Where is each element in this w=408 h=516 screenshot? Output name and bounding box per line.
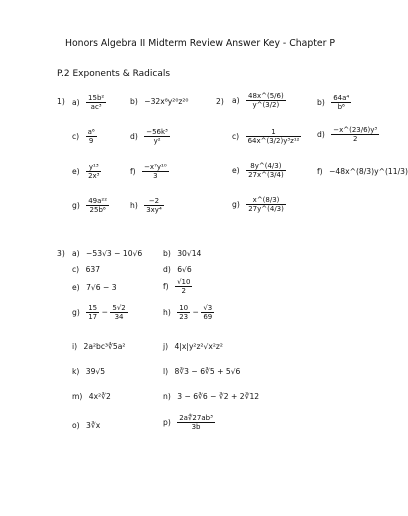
answer-3b — [163, 250, 201, 258]
operator: − — [192, 307, 199, 317]
answer-3a — [72, 250, 142, 258]
answer-label: a) — [232, 95, 240, 105]
denominator: 27y^(4/3) — [248, 205, 284, 213]
fraction — [246, 92, 286, 109]
answer-expression: 39√5 — [85, 367, 106, 376]
numerator: 64a⁴ — [333, 94, 350, 102]
numerator: −x⁷y¹⁰ — [144, 163, 167, 171]
answer-expression: 3 − 6∛6 − ∛2 + 2∛12 — [177, 392, 260, 401]
section-heading: P.2 Exponents & Radicals — [57, 69, 171, 79]
answer-label: b) — [163, 249, 171, 258]
numerator: 15b² — [88, 94, 105, 102]
numerator: √3 — [203, 304, 213, 312]
answer-3o — [72, 422, 100, 430]
answer-2a — [232, 92, 286, 109]
answer-1f — [130, 163, 169, 180]
answer-3d — [163, 266, 192, 274]
operator: − — [101, 307, 108, 317]
answer-3i — [72, 343, 125, 351]
numerator: 5√2 — [112, 304, 126, 312]
numerator: y¹³ — [86, 163, 101, 172]
denominator: 3b — [191, 423, 201, 431]
answer-label: o) — [72, 421, 80, 430]
denominator: 34 — [114, 313, 124, 321]
answer-2b — [317, 94, 351, 111]
answer-3h — [163, 304, 214, 321]
answer-label: g) — [232, 199, 240, 209]
answer-label: l) — [163, 367, 169, 376]
answer-expression: 8∛3 − 6∛5 + 5√6 — [174, 367, 241, 376]
answer-expression: 30√14 — [177, 249, 202, 258]
fraction — [86, 197, 109, 214]
answer-label: i) — [72, 342, 78, 351]
answer-expression: 3∛x — [86, 421, 101, 430]
answer-label: d) — [317, 129, 325, 139]
answer-label: b) — [130, 97, 138, 106]
answer-label: g) — [72, 307, 80, 317]
denominator: y² — [153, 137, 161, 145]
answer-label: f) — [130, 166, 136, 176]
fraction — [110, 304, 127, 321]
problem-3-number: 3) — [57, 249, 65, 258]
answer-1h — [130, 197, 164, 214]
answer-1g — [72, 197, 109, 214]
answer-3l — [163, 368, 240, 376]
answer-1a — [72, 94, 106, 111]
answer-label: n) — [163, 392, 171, 401]
answer-expression: −32x⁸y²⁰z²⁰ — [144, 97, 189, 106]
denominator: 25b⁶ — [89, 206, 106, 214]
answer-3p — [163, 414, 215, 431]
answer-2f — [317, 168, 408, 176]
answer-3k — [72, 368, 105, 376]
answer-1b — [130, 98, 188, 106]
answer-expression: 637 — [85, 265, 101, 274]
answer-label: e) — [72, 283, 80, 292]
denominator: 2x³ — [88, 172, 100, 180]
fraction — [86, 163, 101, 180]
fraction — [142, 163, 169, 180]
denominator: 3 — [153, 172, 158, 180]
numerator: −56k³ — [146, 128, 168, 136]
denominator: ac³ — [90, 103, 102, 111]
numerator: a⁶ — [87, 128, 95, 136]
answer-2d — [317, 126, 379, 143]
numerator: √10 — [177, 278, 191, 286]
denominator: 23 — [179, 313, 189, 321]
answer-label: f) — [163, 281, 169, 291]
fraction — [177, 304, 190, 321]
denominator: 3xy⁴ — [146, 206, 162, 214]
answer-2c — [232, 128, 301, 145]
answer-3e — [72, 284, 117, 292]
answer-1c — [72, 128, 97, 145]
numerator: 1 — [246, 128, 302, 137]
answer-label: h) — [163, 307, 171, 317]
denominator: y^(3/2) — [252, 101, 280, 109]
denominator: 17 — [88, 313, 98, 321]
answer-expression: 4|x|y²z²√x²z² — [174, 342, 223, 351]
answer-label: a) — [72, 249, 80, 258]
answer-1d — [130, 128, 170, 145]
answer-label: m) — [72, 392, 83, 401]
numerator: −2 — [144, 197, 164, 206]
denominator: 9 — [88, 137, 94, 145]
fraction — [246, 128, 302, 145]
fraction — [86, 94, 106, 111]
fraction — [86, 304, 99, 321]
denominator: 2 — [181, 287, 186, 295]
answer-label: g) — [72, 200, 80, 210]
problem-2-number: 2) — [216, 97, 224, 106]
denominator: b⁶ — [337, 103, 345, 111]
fraction — [331, 94, 351, 111]
fraction — [144, 128, 170, 145]
numerator: x^(8/3) — [246, 196, 286, 205]
answer-3f — [163, 278, 192, 295]
denominator: 69 — [203, 313, 213, 321]
answer-label: b) — [317, 97, 325, 107]
problem-1-number: 1) — [57, 97, 65, 106]
answer-expression: 7√6 − 3 — [86, 283, 117, 292]
numerator: 10 — [179, 304, 189, 312]
answer-expression: 6√6 — [177, 265, 192, 274]
answer-2g — [232, 196, 286, 213]
fraction — [331, 126, 379, 143]
answer-label: p) — [163, 417, 171, 427]
answer-expression: 2a²bc³∜5a² — [83, 342, 126, 351]
answer-label: d) — [163, 265, 171, 274]
answer-label: e) — [232, 165, 240, 175]
answer-expression: −53√3 − 10√6 — [86, 249, 143, 258]
numerator: 48x^(5/6) — [248, 92, 284, 100]
answer-3g — [72, 304, 128, 321]
numerator: 49a²² — [88, 197, 108, 205]
answer-3m — [72, 393, 111, 401]
fraction — [201, 304, 214, 321]
numerator: −x^(23/6)y³ — [333, 126, 378, 134]
answer-3c — [72, 266, 100, 274]
answer-label: a) — [72, 97, 80, 107]
numerator: 15 — [88, 304, 98, 312]
fraction — [246, 162, 286, 179]
fraction — [175, 278, 192, 295]
answer-expression: 4x²∛2 — [88, 392, 111, 401]
page-title: Honors Algebra II Midterm Review Answer Key - Chapter P — [65, 38, 335, 49]
answer-3n — [163, 393, 259, 401]
numerator: 8y^(4/3) — [246, 162, 286, 171]
fraction — [86, 128, 97, 145]
answer-label: c) — [72, 131, 80, 141]
answer-label: c) — [72, 265, 80, 274]
answer-expression: −48x^(8/3)y^(11/3) — [329, 167, 408, 176]
numerator: 2a∜27ab³ — [179, 414, 213, 422]
answer-1e — [72, 163, 101, 180]
answer-label: h) — [130, 200, 138, 210]
answer-label: c) — [232, 131, 240, 141]
denominator: 27x^(3/4) — [248, 171, 284, 179]
answer-label: e) — [72, 166, 80, 176]
answer-label: f) — [317, 167, 323, 176]
answer-label: j) — [163, 342, 169, 351]
fraction — [144, 197, 164, 214]
answer-label: d) — [130, 131, 138, 141]
answer-3j — [163, 343, 223, 351]
answer-2e — [232, 162, 286, 179]
fraction — [246, 196, 286, 213]
denominator: 64x^(3/2)y³z¹² — [247, 137, 300, 145]
answer-label: k) — [72, 367, 80, 376]
denominator: 2 — [352, 135, 358, 143]
fraction — [177, 414, 215, 431]
